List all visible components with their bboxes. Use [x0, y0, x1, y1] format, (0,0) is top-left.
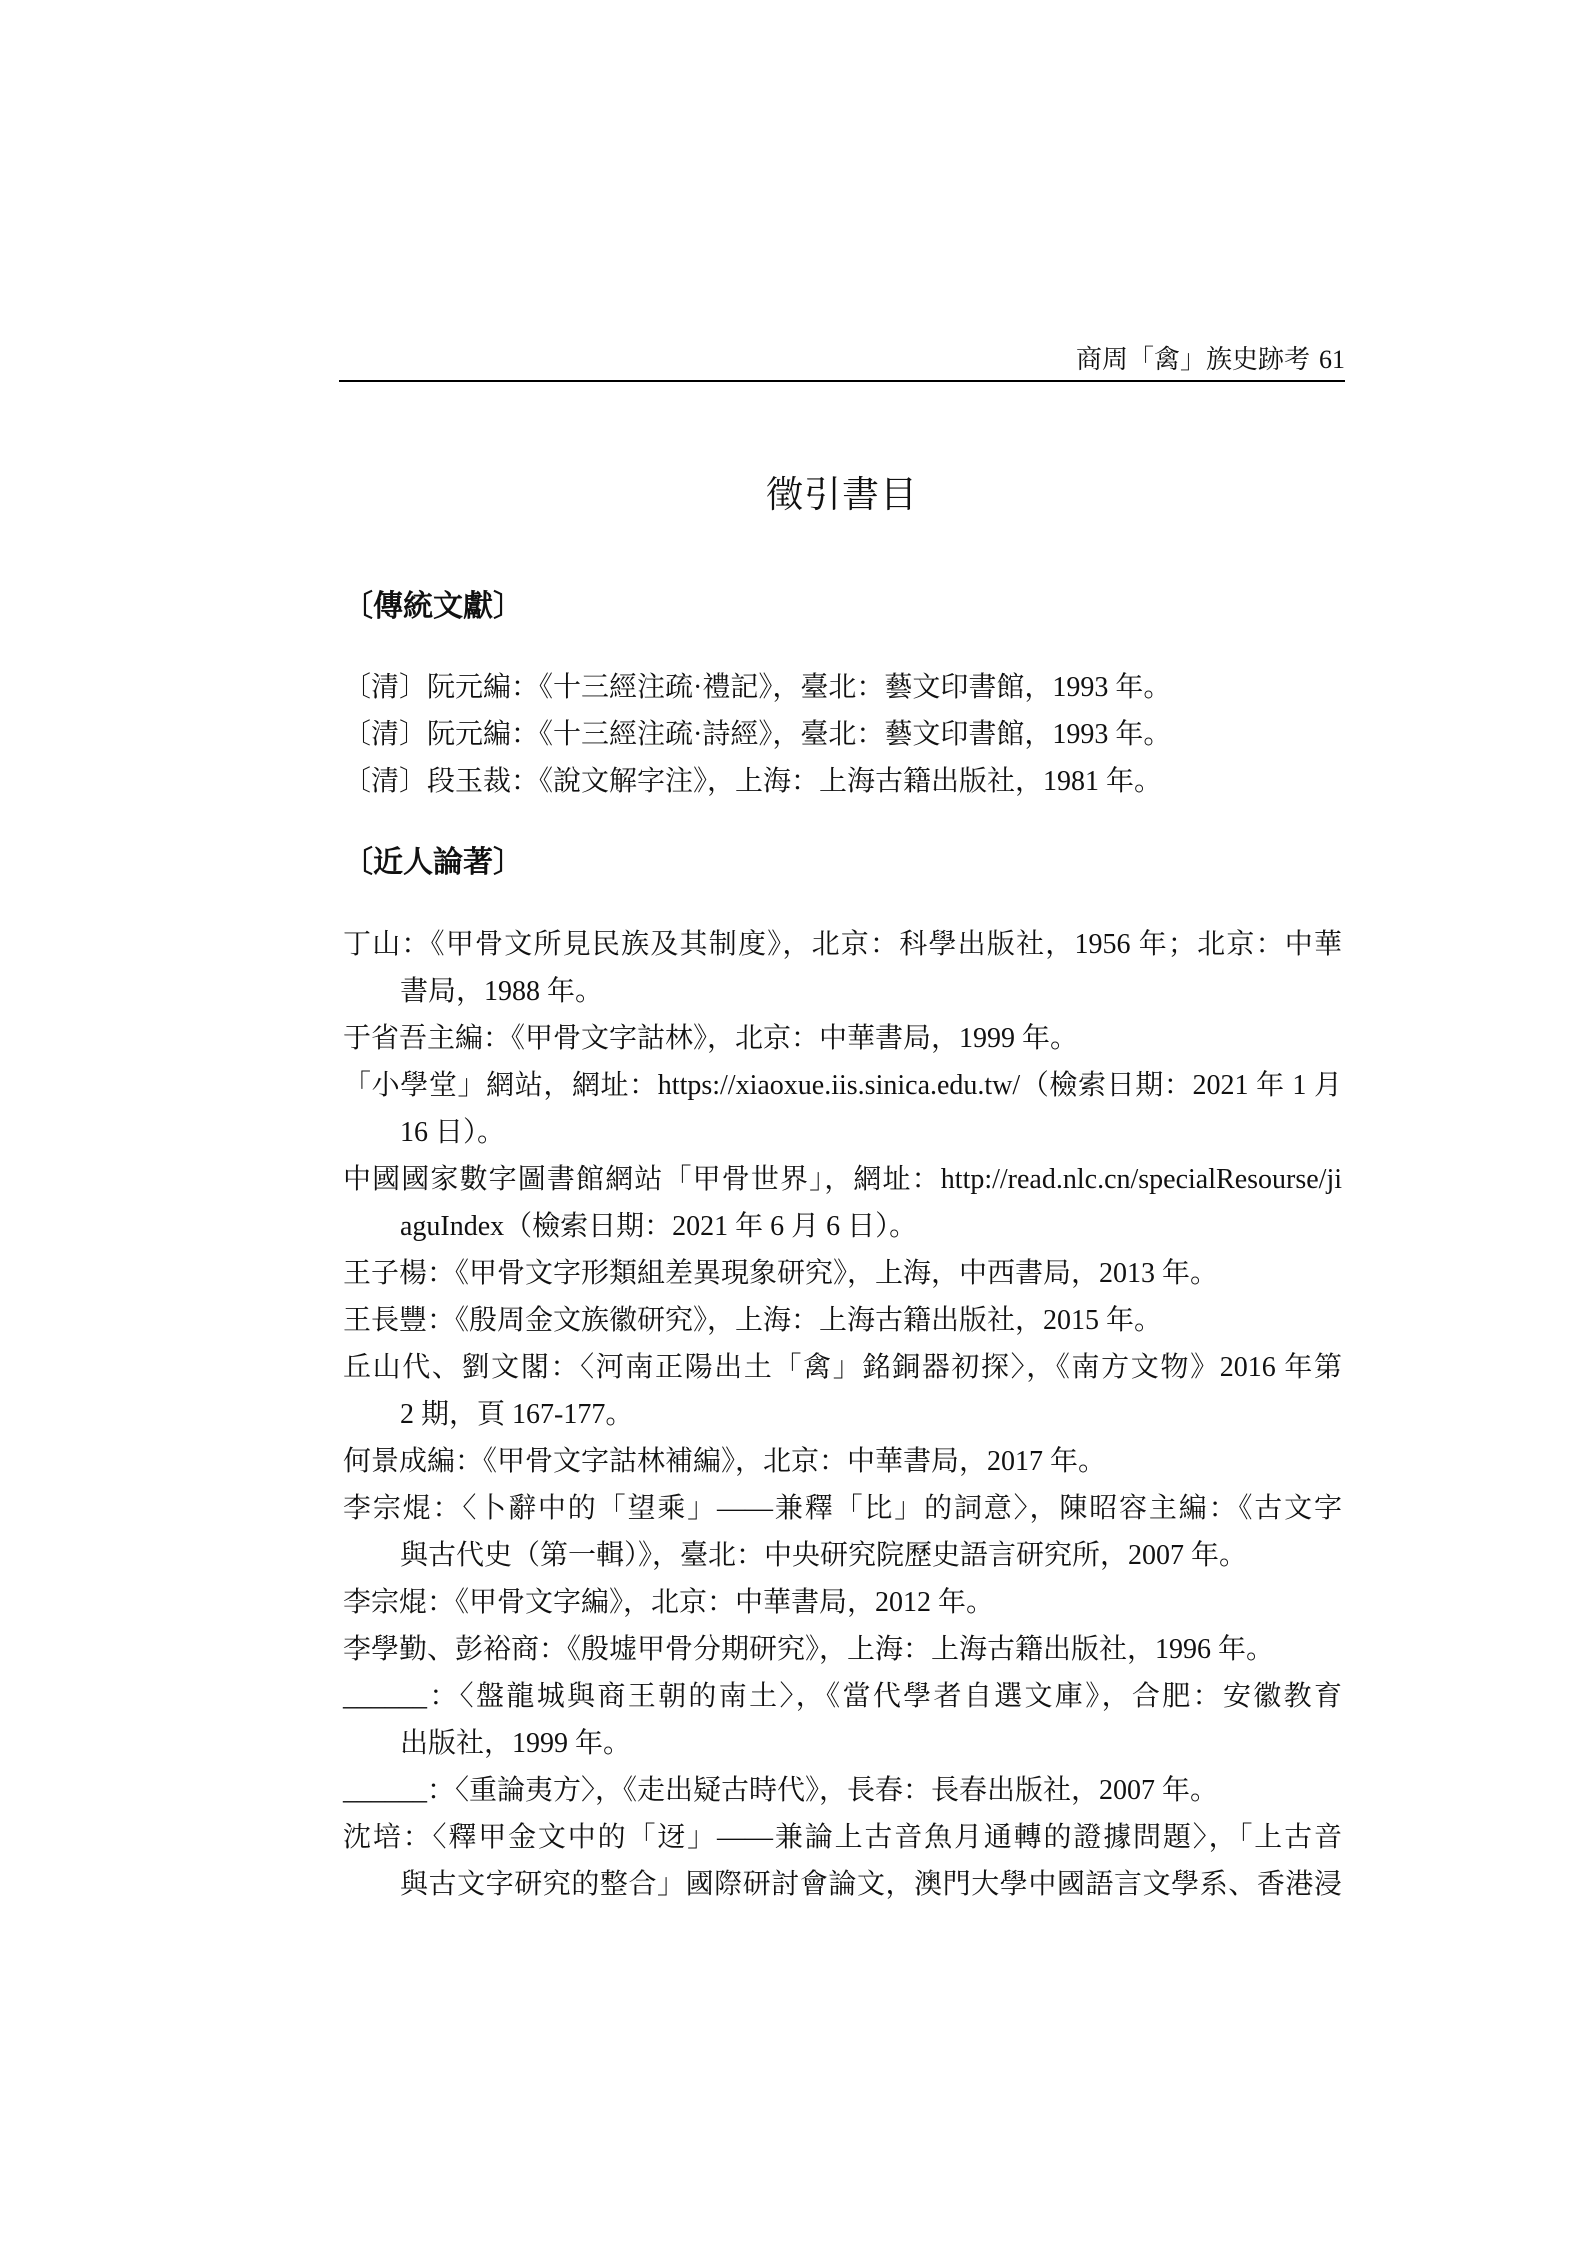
- entry-line: 與古文字研究的整合」國際研討會論文，澳門大學中國語言文學系、香港浸: [400, 1869, 1342, 1900]
- bibliography-entry: [343, 758, 1342, 805]
- page-title: 徵引書目: [766, 473, 918, 516]
- entry-line: ______：〈重論夷方〉，《走出疑古時代》，長春：長春出版社，2007 年。: [343, 1775, 1219, 1806]
- bibliography-entry: [343, 1250, 1342, 1297]
- bibliography: [343, 583, 1342, 1908]
- entry-line: 丁山：《甲骨文所見民族及其制度》，北京：科學出版社，1956 年；北京：中華: [343, 929, 1342, 960]
- entry-line: 與古代史（第一輯）》，臺北：中央研究院歷史語言研究所，2007 年。: [400, 1540, 1248, 1571]
- entry-line: 〔清〕阮元編：《十三經注疏·禮記》，臺北：藝文印書館，1993 年。: [343, 672, 1172, 703]
- bibliography-entry: [343, 1485, 1342, 1579]
- bibliography-entry: [343, 1438, 1342, 1485]
- entry-line: 中國國家數字圖書館網站「甲骨世界」，網址：http://read.nlc.cn/specialResourse/ji: [343, 1164, 1342, 1195]
- bibliography-entry: [343, 664, 1342, 711]
- bibliography-entry: [343, 1767, 1342, 1814]
- bibliography-entry: [343, 1673, 1342, 1767]
- entry-line: 〔清〕阮元編：《十三經注疏·詩經》，臺北：藝文印書館，1993 年。: [343, 719, 1172, 750]
- bibliography-entry: [343, 1814, 1342, 1908]
- bibliography-entry: [343, 1579, 1342, 1626]
- bibliography-entry: [343, 1015, 1342, 1062]
- entry-line: 書局，1988 年。: [400, 976, 604, 1007]
- header-rule: [339, 380, 1345, 382]
- entry-line: 出版社，1999 年。: [400, 1728, 632, 1759]
- section-heading: 〔傳統文獻〕: [343, 589, 523, 624]
- entry-line: 「小學堂」網站，網址：https://xiaoxue.iis.sinica.edu.tw/（檢索日期：2021 年 1 月: [343, 1070, 1342, 1101]
- bibliography-entry: [343, 1062, 1342, 1156]
- bibliography-entry: [343, 1344, 1342, 1438]
- entry-line: 丘山代、劉文閣：〈河南正陽出土「禽」銘銅器初探〉，《南方文物》2016 年第: [343, 1352, 1342, 1383]
- entry-line: 〔清〕段玉裁：《說文解字注》，上海：上海古籍出版社，1981 年。: [343, 766, 1163, 797]
- running-header: [1076, 343, 1345, 377]
- entry-line: 王長豐：《殷周金文族徽研究》，上海：上海古籍出版社，2015 年。: [343, 1305, 1163, 1336]
- entry-line: aguIndex（檢索日期：2021 年 6 月 6 日）。: [400, 1211, 918, 1242]
- entry-line: ______：〈盤龍城與商王朝的南土〉，《當代學者自選文庫》，合肥：安徽教育: [343, 1681, 1342, 1712]
- entry-line: 李學勤、彭裕商：《殷墟甲骨分期研究》，上海：上海古籍出版社，1996 年。: [343, 1634, 1275, 1665]
- entry-line: 何景成編：《甲骨文字詁林補編》，北京：中華書局，2017 年。: [343, 1446, 1107, 1477]
- running-header-title: 商周「禽」族史跡考: [1075, 345, 1310, 374]
- entry-line: 于省吾主編：《甲骨文字詁林》，北京：中華書局，1999 年。: [343, 1023, 1079, 1054]
- entry-line: 2 期，頁 167-177。: [400, 1399, 634, 1430]
- entry-line: 李宗焜：《甲骨文字編》，北京：中華書局，2012 年。: [343, 1587, 995, 1618]
- section-heading: 〔近人論著〕: [343, 845, 523, 880]
- bibliography-entry: [343, 711, 1342, 758]
- bibliography-entry: [343, 1156, 1342, 1250]
- page-number: 61: [1319, 345, 1345, 374]
- entry-line: 16 日）。: [400, 1117, 506, 1148]
- entry-line: 李宗焜：〈卜辭中的「望乘」——兼釋「比」的詞意〉，陳昭容主編：《古文字: [343, 1493, 1342, 1524]
- bibliography-entry: [343, 921, 1342, 1015]
- bibliography-entry: [343, 1626, 1342, 1673]
- entry-line: 王子楊：《甲骨文字形類組差異現象研究》，上海，中西書局，2013 年。: [343, 1258, 1219, 1289]
- entry-line: 沈培：〈釋甲金文中的「迓」——兼論上古音魚月通轉的證據問題〉，「上古音: [343, 1822, 1342, 1853]
- bibliography-entry: [343, 1297, 1342, 1344]
